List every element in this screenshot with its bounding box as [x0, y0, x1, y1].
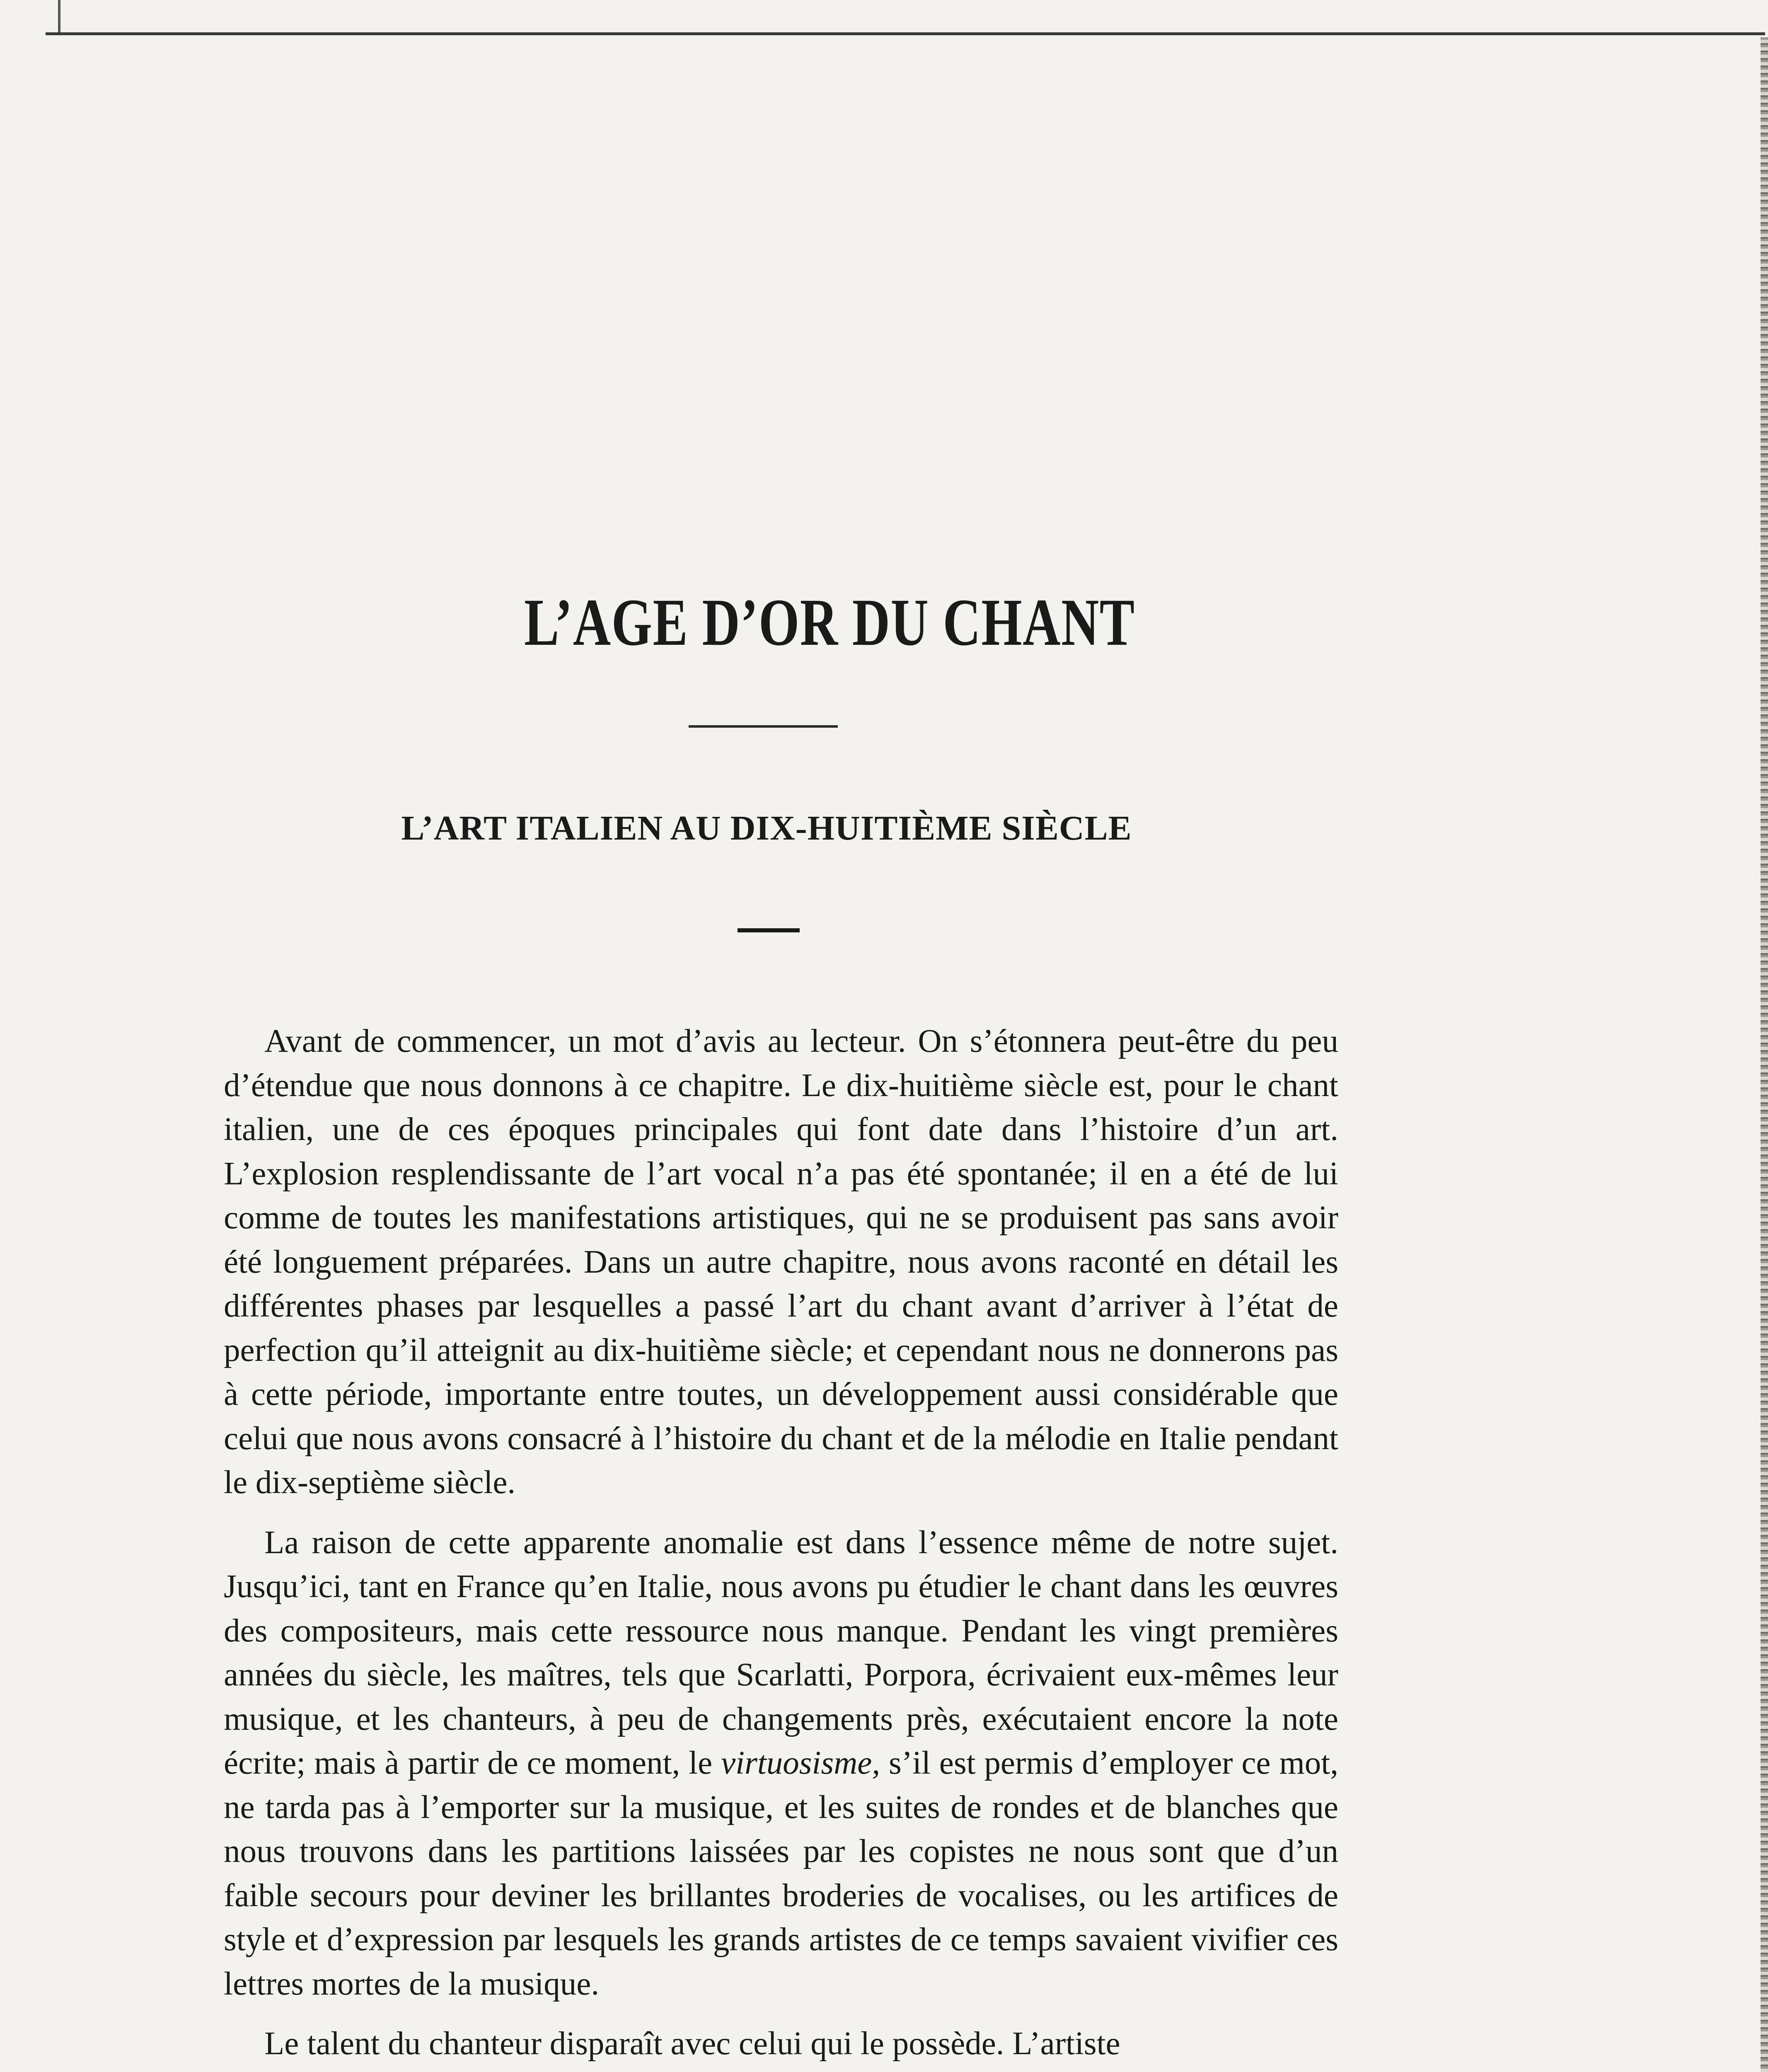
page-edge-mark-top: [58, 0, 60, 35]
paragraph-3-text: Le talent du chanteur disparaît avec celui qui le possède. L’artiste: [264, 2026, 1120, 2062]
body-text: [224, 1019, 1338, 2066]
chapter-subtitle: L’ART ITALIEN AU DIX-HUITIÈME SIÈCLE: [401, 809, 1132, 847]
paragraph-2-text-after: s’il est permis d’employer ce mot, ne tarda pas à l’emporter sur la musique, et les suites de rondes et de blanches que nous trouvons dans les partitions laissées par les copistes ne nous sont que d’un faible secours pour deviner les brillantes broderies de vocalises, ou les artifices de style et d’expression par lesquels les grands artistes de ce temps savaient vivifier ces lettres mortes de la musique.: [224, 1745, 1338, 2002]
top-page-border: [46, 32, 1765, 35]
paragraph-1: [224, 1019, 1338, 1505]
subtitle-separator-rule: [738, 928, 800, 932]
paragraph-3: [224, 2022, 1338, 2066]
paragraph-1-text: Avant de commencer, un mot d’avis au lecteur. On s’étonnera peut-être du peu d’étendue que nous donnons à ce chapitre. Le dix-huitième siècle est, pour le chant italien, une de ces époques principales qui font date dans l’histoire d’un art. L’explosion resplendissante de l’art vocal n’a pas été spontanée; il en a été de lui comme de toutes les manifestations artistiques, qui ne se produisent pas sans avoir été longuement préparées. Dans un autre chapitre, nous avons raconté en détail les différentes phases par lesquelles a passé l’art du chant avant d’arriver à l’état de perfection qu’il atteignit au dix-huitième siècle; et cependant nous ne donnerons pas à cette période, importante entre toutes, un développement aussi considérable que celui que nous avons consacré à l’histoire du chant et de la mélodie en Italie pendant le dix-septième siècle.: [224, 1023, 1338, 1501]
chapter-title: L’AGE D’OR DU CHANT: [524, 586, 1135, 660]
paragraph-2-italic-term: virtuosisme,: [721, 1745, 880, 1781]
paragraph-2-text-before: La raison de cette apparente anomalie est dans l’essence même de notre sujet. Jusqu’ici, tant en France qu’en Italie, nous avons pu étudier le chant dans les œuvres des compositeurs, mais cette ressource nous manque. Pendant les vingt premières années du siècle, les maîtres, tels que Scarlatti, Porpora, écrivaient eux-mêmes leur musique, et les chanteurs, à peu de changements près, exécutaient encore la note écrite; mais à partir de ce moment, le: [224, 1524, 1338, 1781]
paragraph-2: [224, 1521, 1338, 2007]
page-binding-edge: [1761, 37, 1768, 2072]
title-separator-rule: [689, 725, 838, 728]
